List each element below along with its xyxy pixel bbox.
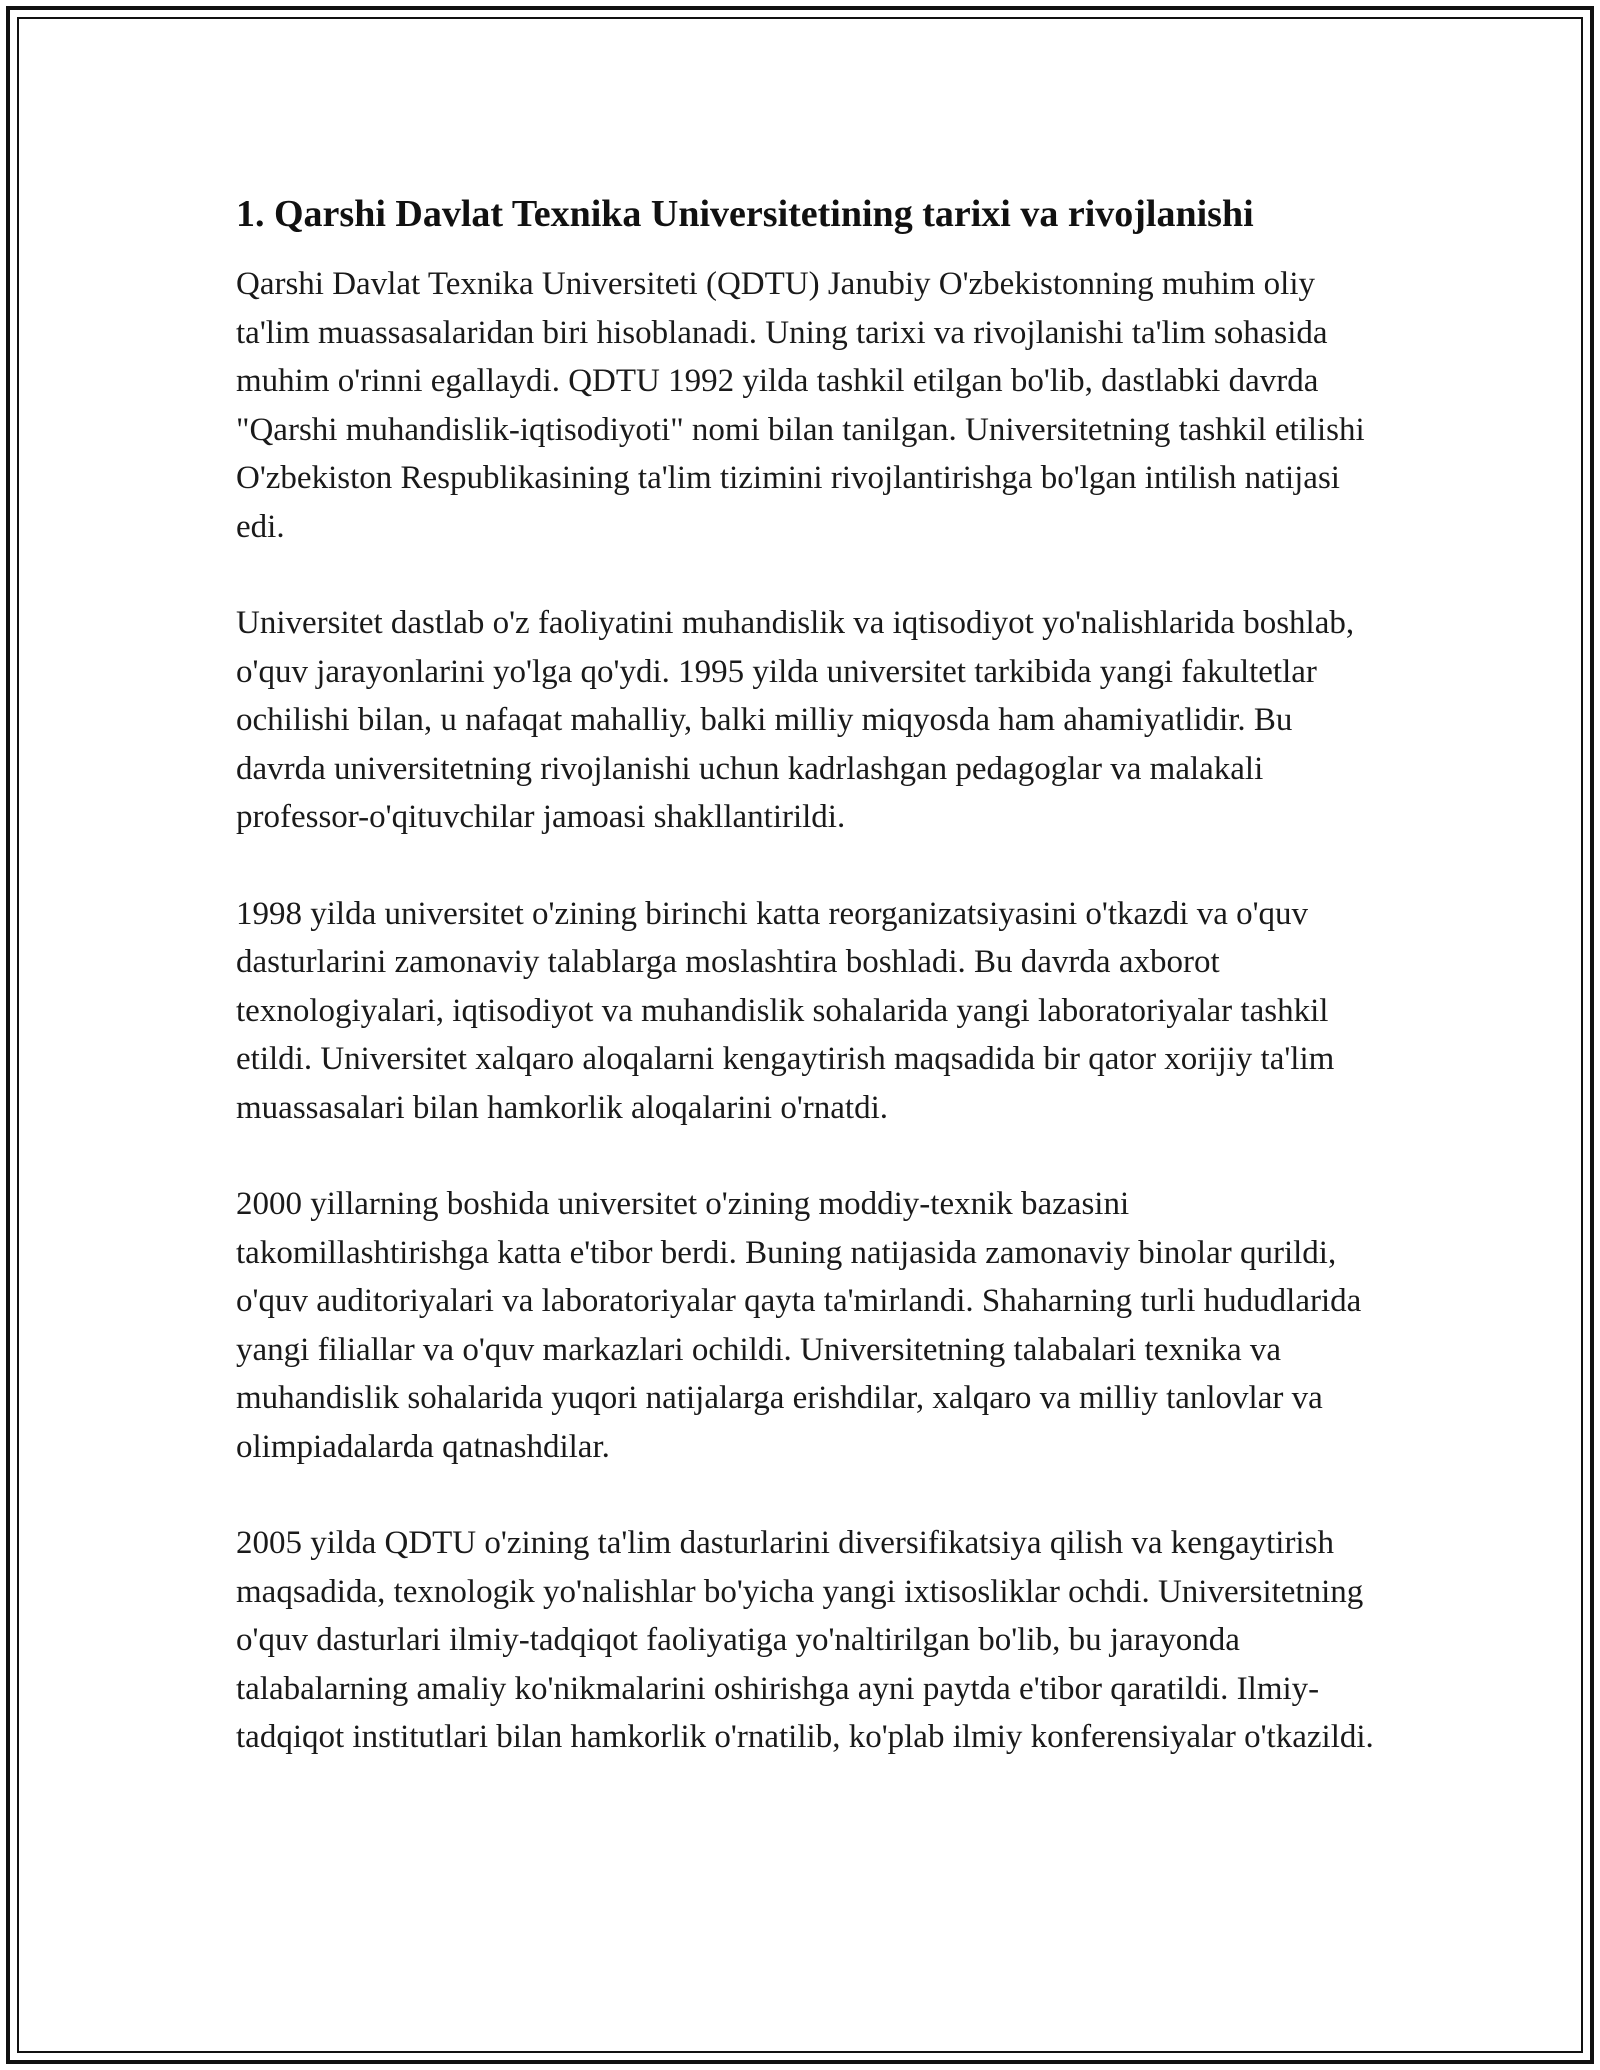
section-heading: 1. Qarshi Davlat Texnika Universitetining tarixi va rivojlanishi [236, 193, 1254, 235]
document-body [236, 190, 1376, 1810]
paragraph-3: 1998 yilda universitet o'zining birinchi katta reorganizatsiyasini o'tkazdi va o'quv dasturlarini zamonaviy talablarga moslashtira boshladi. Bu davrda axborot texnologiyalari, iqtisodiyot va muhandislik sohalarida yangi laboratoriyalar tashkil etildi. Universitet xalqaro aloqalarni kengaytirish maqsadida bir qator xorijiy ta'lim muassasalari bilan hamkorlik aloqalarini o'rnatdi. [236, 895, 1335, 1126]
paragraph-1: Qarshi Davlat Texnika Universiteti (QDTU) Janubiy O'zbekistonning muhim oliy ta'lim muassasalaridan biri hisoblanadi. Uning tarixi va rivojlanishi ta'lim sohasida muhim o'rinni egallaydi. QDTU 1992 yilda tashkil etilgan bo'lib, dastlabki davrda "Qarshi muhandislik-iqtisodiyoti" nomi bilan tanilgan. Universitetning tashkil etilishi O'zbekiston Respublikasining ta'lim tizimini rivojlantirishga bo'lgan intilish natijasi edi. [236, 266, 1365, 545]
paragraph-5: 2005 yilda QDTU o'zining ta'lim dasturlarini diversifikatsiya qilish va kengaytirish maqsadida, texnologik yo'nalishlar bo'yicha yangi ixtisosliklar ochdi. Universitetning o'quv dasturlari ilmiy-tadqiqot faoliyatiga yo'naltirilgan bo'lib, bu jarayonda talabalarning amaliy ko'nikmalarini oshirishga ayni paytda e'tibor qaratildi. Ilmiy-tadqiqot institutlari bilan hamkorlik o'rnatilib, ko'plab ilmiy konferensiyalar o'tkazildi. [236, 1525, 1374, 1755]
paragraph-4: 2000 yillarning boshida universitet o'zining moddiy-texnik bazasini takomillashtirishga katta e'tibor berdi. Buning natijasida zamonaviy binolar qurildi, o'quv auditoriyalari va laboratoriyalar qayta ta'mirlandi. Shaharning turli hududlarida yangi filiallar va o'quv markazlari ochildi. Universitetning talabalari texnika va muhandislik sohalarida yuqori natijalarga erishdilar, xalqaro va milliy tanlovlar va olimpiadalarda qatnashdilar. [236, 1186, 1362, 1465]
paragraph-2: Universitet dastlab o'z faoliyatini muhandislik va iqtisodiyot yo'nalishlarida boshlab, o'quv jarayonlarini yo'lga qo'ydi. 1995 yilda universitet tarkibida yangi fakultetlar ochilishi bilan, u nafaqat mahalliy, balki milliy miqyosda ham ahamiyatlidir. Bu davrda universitetning rivojlanishi uchun kadrlashgan pedagoglar va malakali professor-o'qituvchilar jamoasi shakllantirildi. [236, 605, 1355, 835]
